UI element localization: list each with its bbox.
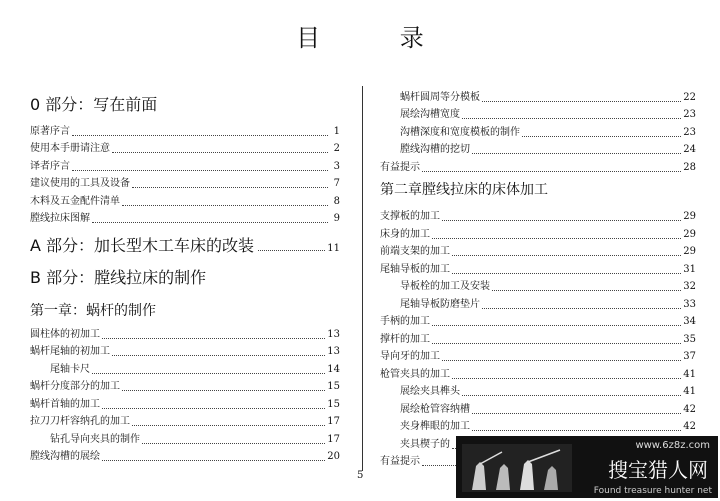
leader-dots — [442, 220, 681, 221]
toc-entry — [380, 123, 696, 141]
toc-entry-page: 35 — [683, 333, 696, 345]
toc-entry-title: 蜗杆首轴的加工 — [30, 398, 100, 410]
toc-entry-title: 撑杆的加工 — [380, 333, 430, 345]
toc-entry-title: 尾轴导板的加工 — [380, 263, 450, 275]
toc-entry — [30, 122, 340, 140]
leader-dots — [102, 338, 325, 339]
toc-entry-page: 2 — [333, 143, 340, 154]
toc-entry-page: 9 — [333, 213, 340, 224]
toc-entry-page: 23 — [683, 109, 696, 120]
toc-entry — [380, 295, 696, 313]
toc-entry — [30, 343, 340, 361]
toc-entry-title: 膛线沟槽的展绘 — [30, 451, 100, 462]
part-a-page: 11 — [327, 243, 340, 254]
toc-entry-title: 译者序言 — [30, 160, 70, 172]
leader-dots — [492, 290, 681, 291]
leader-dots — [472, 413, 681, 414]
leader-dots — [432, 343, 681, 344]
leader-dots — [122, 205, 328, 206]
toc-entry-page: 7 — [333, 178, 340, 189]
toc-entry — [380, 365, 696, 383]
toc-entry — [30, 325, 340, 343]
watermark — [456, 436, 718, 498]
leader-dots — [452, 273, 681, 274]
toc-entry-title: 沟槽深度和宽度模板的制作 — [400, 126, 520, 138]
toc-entry-title: 使用本手册请注意 — [30, 143, 110, 154]
toc-entry-title: 床身的加工 — [380, 228, 430, 240]
toc-entry-page: 33 — [683, 298, 696, 310]
toc-entry-page: 32 — [683, 281, 696, 292]
leader-dots — [112, 152, 328, 153]
leader-dots — [482, 101, 681, 102]
toc-entry-page: 20 — [327, 451, 340, 462]
toc-entry — [30, 192, 340, 210]
toc-entry-page: 13 — [327, 346, 340, 357]
page-number: 5 — [357, 470, 364, 481]
toc-entry-page: 37 — [683, 351, 696, 362]
toc-entry-page: 34 — [683, 316, 696, 327]
toc-entry-page: 41 — [683, 386, 696, 397]
leader-dots — [452, 255, 681, 256]
toc-entry-title: 导板栓的加工及安装 — [400, 281, 490, 292]
toc-entry-title: 有益提示 — [380, 161, 420, 173]
toc-entry-title: 枪管夹具的加工 — [380, 368, 450, 380]
leader-dots — [522, 136, 681, 137]
leader-dots — [102, 460, 325, 461]
leader-dots — [112, 355, 325, 356]
toc-entry — [380, 418, 696, 436]
toc-entry — [380, 243, 696, 261]
toc-entry-page: 29 — [683, 211, 696, 222]
part-0-entries — [30, 122, 340, 227]
leader-dots — [472, 153, 681, 154]
toc-entry-title: 原著序言 — [30, 125, 70, 137]
toc-entry-title: 前端支架的加工 — [380, 246, 450, 257]
hunters-silhouette-icon — [462, 444, 572, 492]
toc-entry — [380, 158, 696, 176]
toc-entry-page: 42 — [683, 421, 696, 432]
leader-dots — [72, 135, 328, 136]
toc-entry — [380, 330, 696, 348]
leader-dots — [72, 170, 328, 171]
toc-entry-title: 圆柱体的初加工 — [30, 328, 100, 340]
toc-entry — [30, 210, 340, 228]
toc-entry — [380, 278, 696, 296]
part-0-heading: 0 部分：写在前面 — [30, 95, 158, 114]
toc-entry — [30, 378, 340, 396]
leader-dots — [92, 222, 328, 223]
toc-entry — [30, 430, 340, 448]
toc-entry-page: 29 — [683, 246, 696, 257]
leader-dots — [132, 187, 328, 188]
toc-entry-page: 29 — [683, 228, 696, 240]
part-a-heading: A 部分：加长型木工车床的改装 — [30, 236, 255, 255]
leader-dots — [432, 325, 681, 326]
toc-entry-page: 31 — [683, 263, 696, 275]
toc-entry-title: 有益提示 — [380, 456, 420, 467]
toc-entry — [30, 448, 340, 466]
page-title: 目 录 — [296, 24, 460, 52]
watermark-tagline: Found treasure hunter net — [593, 486, 712, 496]
toc-entry-page: 28 — [683, 161, 696, 173]
toc-entry-page: 3 — [333, 160, 340, 172]
leader-dots — [132, 425, 325, 426]
toc-entry-page: 41 — [683, 368, 696, 380]
leader-dots — [482, 308, 681, 309]
toc-entry-title: 展绘夹具榫头 — [400, 386, 460, 397]
toc-entry-title: 夹具楔子的 — [400, 438, 450, 450]
watermark-url: www.6z8z.com — [635, 440, 710, 451]
toc-entry-page: 15 — [327, 381, 340, 392]
toc-entry — [380, 400, 696, 418]
toc-entry-page: 15 — [327, 398, 340, 410]
leader-dots — [452, 378, 681, 379]
leader-dots — [122, 390, 325, 391]
toc-entry-title: 拉刀刀杆容纳孔的加工 — [30, 416, 130, 427]
toc-entry-page: 17 — [327, 433, 340, 445]
toc-entry-title: 木料及五金配件清单 — [30, 195, 120, 207]
toc-entry — [380, 348, 696, 366]
toc-entry-title: 展绘沟槽宽度 — [400, 109, 460, 120]
toc-entry-page: 14 — [327, 363, 340, 375]
toc-entry-title: 夹身榫眼的加工 — [400, 421, 470, 432]
leader-dots — [432, 238, 681, 239]
toc-entry — [380, 260, 696, 278]
leader-dots — [462, 118, 681, 119]
toc-entry-page: 13 — [327, 328, 340, 340]
toc-entry — [380, 383, 696, 401]
toc-entry-title: 展绘枪管容纳槽 — [400, 403, 470, 415]
leader-dots — [92, 373, 325, 374]
toc-entry-title: 膛线沟槽的挖切 — [400, 144, 470, 155]
chapter-1-entries — [30, 325, 340, 465]
toc-entry — [380, 106, 696, 124]
part-b-heading: B 部分：膛线拉床的制作 — [30, 268, 207, 287]
leader-dots — [442, 360, 681, 361]
toc-entry-title: 尾轴导板防磨垫片 — [400, 298, 480, 310]
toc-entry — [380, 225, 696, 243]
toc-entry — [30, 360, 340, 378]
toc-entry-page: 1 — [333, 125, 340, 137]
toc-right-column — [380, 88, 696, 470]
toc-entry — [30, 175, 340, 193]
toc-entry-page: 22 — [683, 91, 696, 103]
toc-entry — [30, 157, 340, 175]
toc-entry-title: 导向牙的加工 — [380, 351, 440, 362]
toc-entry-title: 钻孔导向夹具的制作 — [50, 433, 140, 445]
chapter-1-continued-entries — [380, 88, 696, 176]
toc-entry-page: 8 — [333, 195, 340, 207]
leader-dots — [422, 171, 681, 172]
chapter-2-heading: 第二章膛线拉床的床体加工 — [380, 181, 548, 198]
toc-entry-page: 24 — [683, 144, 696, 155]
leader-dots — [258, 250, 325, 251]
toc-entry-title: 尾轴卡尺 — [50, 363, 90, 375]
toc-entry-title: 蜗杆尾轴的初加工 — [30, 346, 110, 357]
toc-entry — [380, 88, 696, 106]
toc-entry-title: 支撑板的加工 — [380, 211, 440, 222]
leader-dots — [472, 430, 681, 431]
toc-entry — [380, 208, 696, 226]
leader-dots — [142, 443, 325, 444]
leader-dots — [462, 395, 681, 396]
toc-entry-title: 蜗杆圆周等分模板 — [400, 91, 480, 103]
toc-entry-title: 蜗杆分度部分的加工 — [30, 381, 120, 392]
leader-dots — [102, 408, 325, 409]
toc-entry — [30, 395, 340, 413]
chapter-2-entries — [380, 208, 696, 471]
toc-entry — [380, 313, 696, 331]
toc-entry-title: 建议使用的工具及设备 — [30, 178, 130, 189]
toc-entry — [380, 141, 696, 159]
toc-entry-page: 42 — [683, 403, 696, 415]
watermark-logo: 搜宝猎人网 — [608, 458, 708, 482]
toc-entry-title: 膛线拉床图解 — [30, 213, 90, 224]
toc-entry — [30, 413, 340, 431]
toc-entry-page: 17 — [327, 416, 340, 427]
toc-left-column — [30, 90, 340, 465]
toc-entry-page: 23 — [683, 126, 696, 138]
toc-entry-title: 手柄的加工 — [380, 316, 430, 327]
column-divider — [362, 86, 363, 471]
part-a-heading-row — [30, 229, 340, 259]
chapter-1-heading: 第一章：蜗杆的制作 — [30, 303, 156, 319]
toc-entry — [30, 140, 340, 158]
